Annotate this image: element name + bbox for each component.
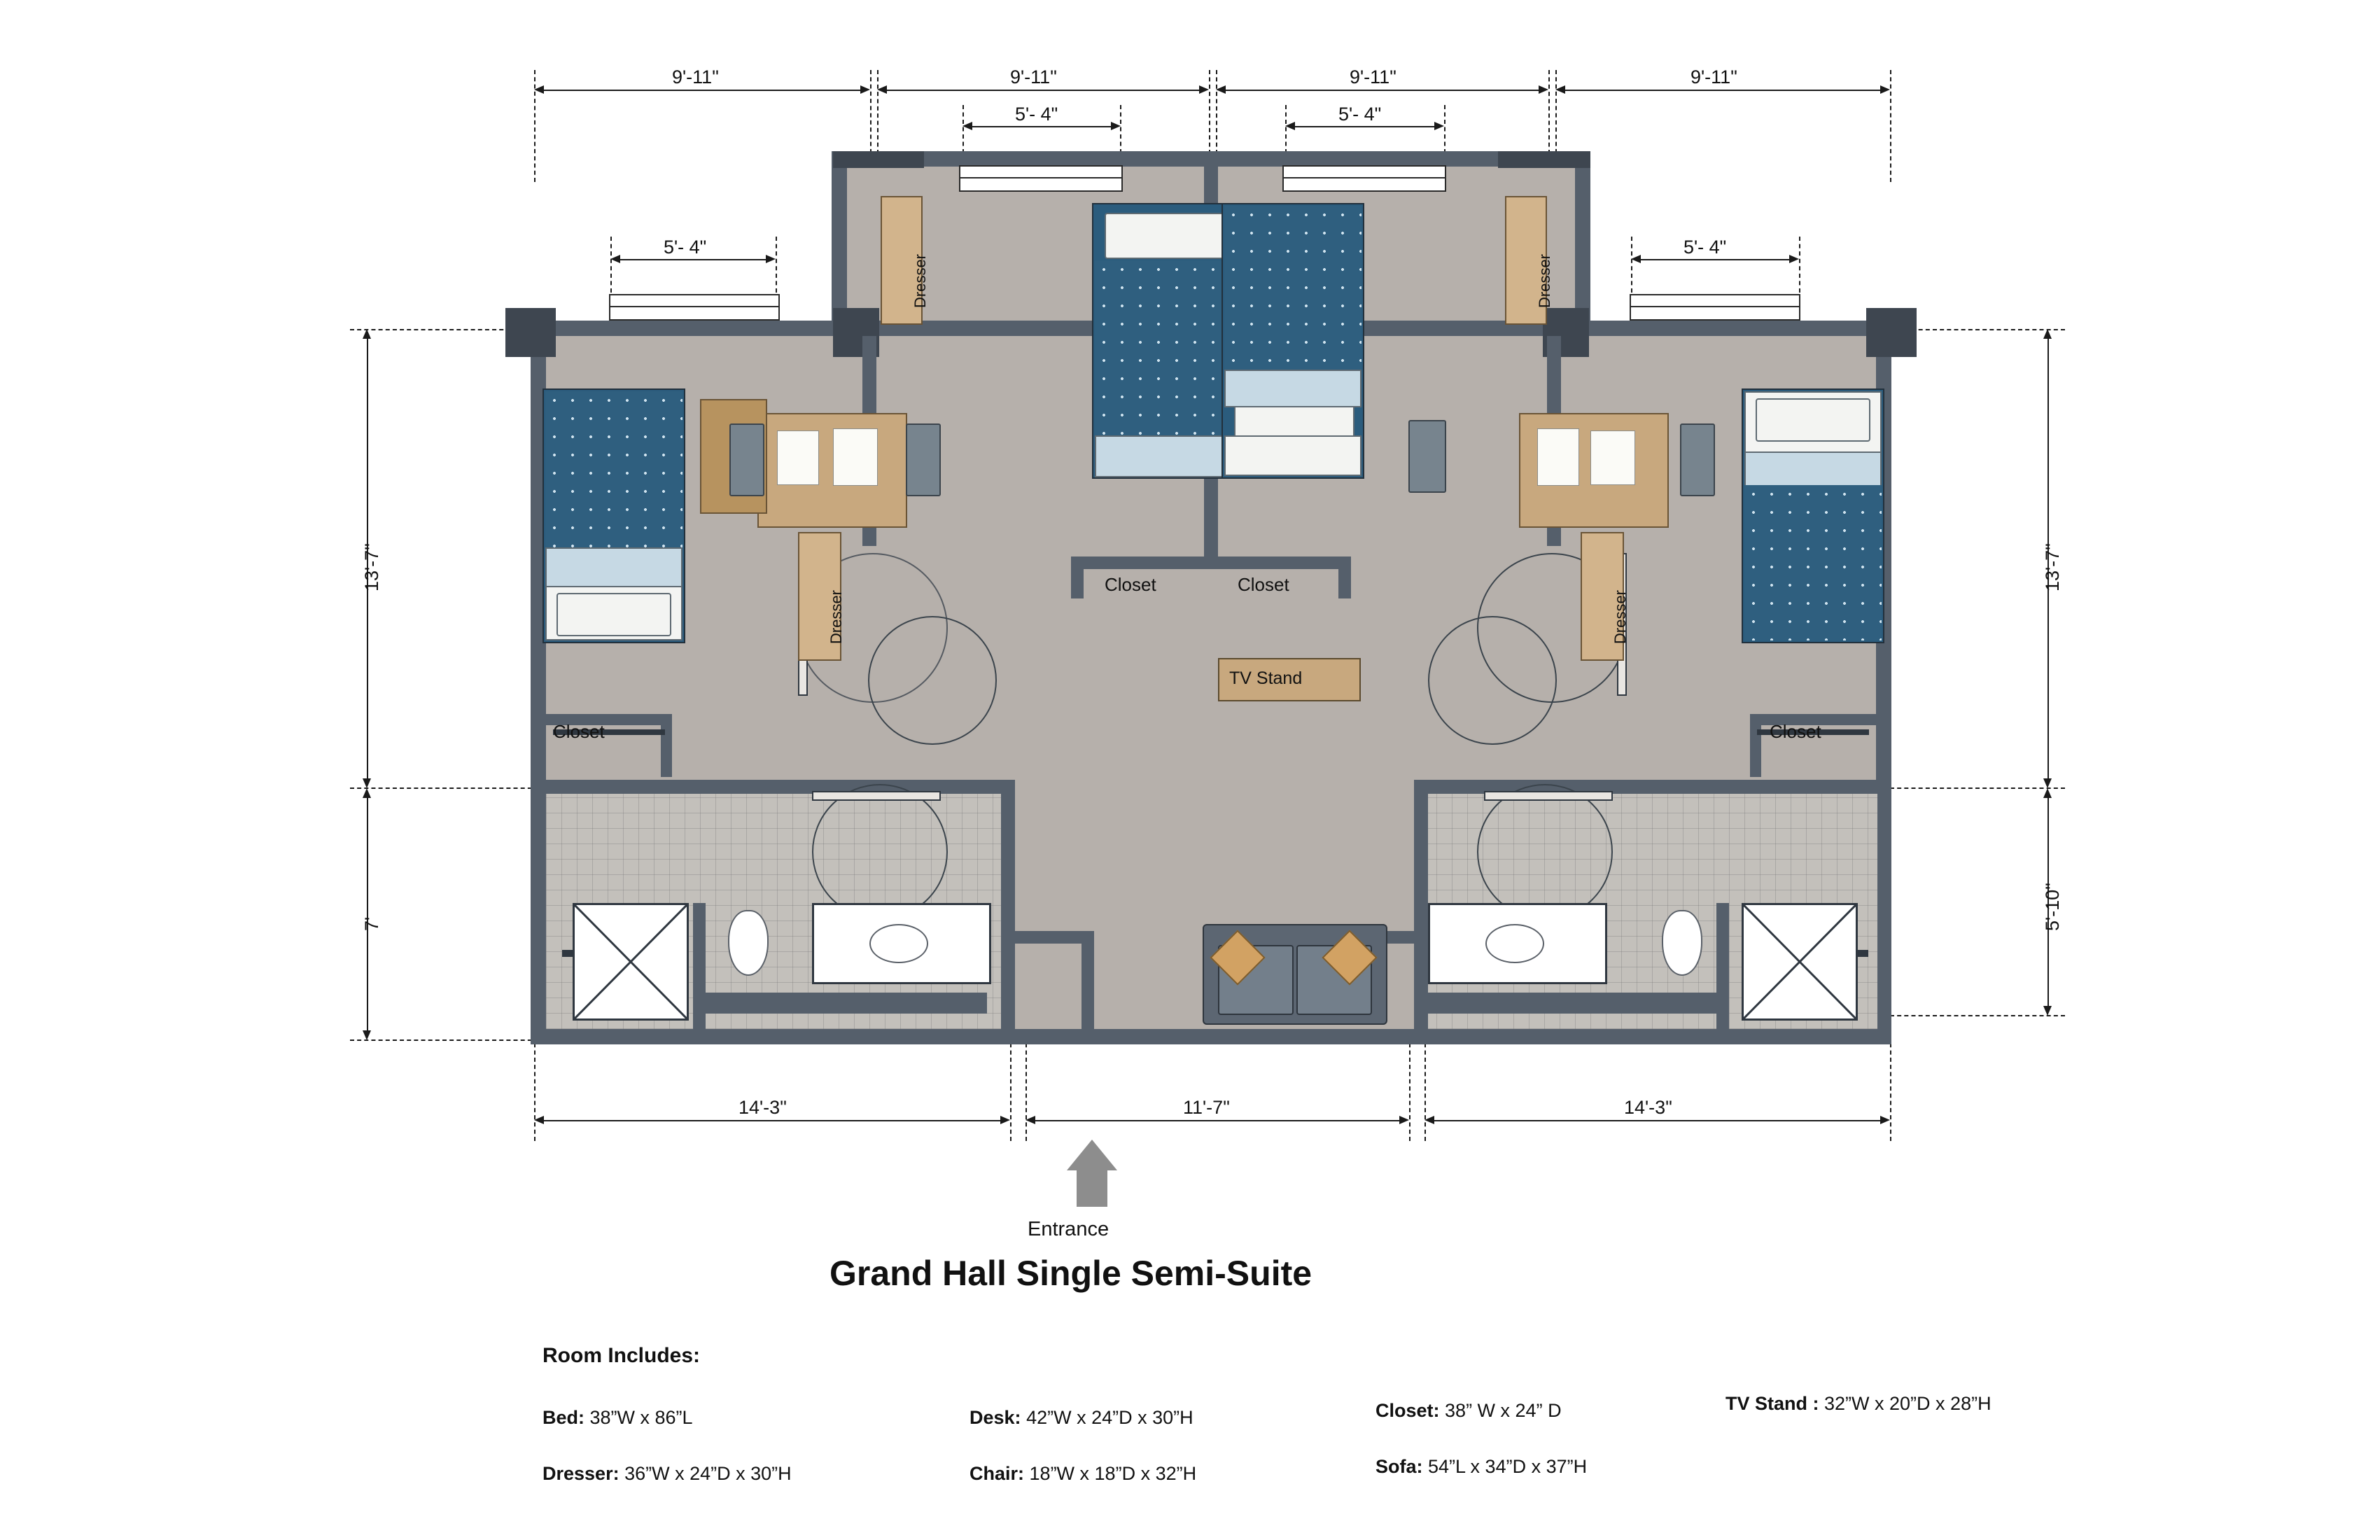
- wall-closet-left-side: [661, 714, 672, 777]
- dim-arrow: [1026, 1116, 1035, 1124]
- dim-arrow: [363, 788, 371, 798]
- dim-line-bottom-1: [542, 1120, 1002, 1121]
- page-title: Grand Hall Single Semi-Suite: [830, 1254, 1312, 1293]
- door-arc-center-left: [868, 616, 997, 745]
- dim-ext-line: [534, 1036, 536, 1141]
- entrance-label: Entrance: [1028, 1218, 1110, 1240]
- wall-closet-cl-side: [1071, 556, 1084, 598]
- dim-ext-line: [1890, 1015, 2065, 1016]
- dim-arrow: [2043, 778, 2052, 788]
- shower-left: [573, 903, 689, 1021]
- dim-ext-line: [1409, 1036, 1410, 1141]
- chair-left-2: [906, 424, 941, 496]
- window-center-left: [959, 165, 1123, 192]
- dim-ext-line: [1799, 237, 1800, 293]
- dim-ext-line: [1548, 70, 1550, 154]
- dim-line-top-1: [542, 90, 862, 91]
- dim-arrow: [1539, 85, 1548, 94]
- wall-center-right: [1575, 151, 1590, 329]
- wall-bath-left-side: [1001, 780, 1015, 1030]
- spec-chair-name: Chair:: [969, 1463, 1025, 1484]
- dresser-label-left: Dresser: [827, 589, 845, 644]
- closet-label-right: Closet: [1770, 721, 1821, 742]
- dim-arrow: [1199, 85, 1209, 94]
- dim-bottom-2: 11'-7": [1183, 1097, 1230, 1118]
- wall-closet-center-left: [1071, 556, 1211, 569]
- wall-closet-right-side: [1750, 714, 1761, 777]
- dim-arrow: [363, 329, 371, 339]
- dim-ext-line: [1890, 788, 2065, 789]
- dim-arrow: [1631, 255, 1641, 263]
- dim-arrow: [1555, 85, 1565, 94]
- spec-desk: [969, 1407, 1194, 1429]
- spec-sofa-value: 54”L x 34”D x 37”H: [1428, 1456, 1588, 1477]
- sink-left: [869, 924, 928, 963]
- wall-entry-left-jamb: [1082, 931, 1094, 1030]
- dim-ext-line: [610, 237, 612, 293]
- dim-window-center-left: 5'- 4": [1015, 104, 1058, 125]
- dim-arrow: [962, 122, 972, 130]
- dim-window-center-right: 5'- 4": [1338, 104, 1382, 125]
- wall-bottom: [531, 1029, 1891, 1044]
- spec-chair: [969, 1463, 1196, 1485]
- dim-arrow: [534, 1116, 544, 1124]
- dim-ext-line: [1209, 70, 1210, 154]
- entrance-arrow-shaft: [1077, 1170, 1107, 1207]
- window-center-right: [1282, 165, 1446, 192]
- wall-closet-center-right: [1211, 556, 1351, 569]
- dim-arrow: [877, 85, 887, 94]
- dim-arrow: [1434, 122, 1444, 130]
- spec-dresser-value: 36”W x 24”D x 30”H: [624, 1463, 792, 1484]
- dim-arrow: [534, 85, 544, 94]
- spec-desk-value: 42”W x 24”D x 30”H: [1026, 1407, 1194, 1428]
- dim-ext-line: [1890, 1036, 1891, 1141]
- door-leaf-bath-left[interactable]: [812, 791, 941, 801]
- chair-left: [729, 424, 764, 496]
- spec-sofa: [1376, 1456, 1587, 1478]
- pilaster-right-outer: [1866, 308, 1917, 357]
- dim-arrow: [1285, 122, 1295, 130]
- wall-entry-left: [1015, 931, 1092, 944]
- spec-bed-name: Bed:: [542, 1407, 584, 1428]
- dim-arrow: [1880, 1116, 1890, 1124]
- spec-chair-value: 18”W x 18”D x 32”H: [1029, 1463, 1197, 1484]
- dresser-label-right: Dresser: [1611, 589, 1629, 644]
- toilet-left: [728, 910, 769, 976]
- wall-top-center: [832, 151, 1590, 167]
- closet-label-center-right: Closet: [1238, 574, 1289, 595]
- dim-top-2: 9'-11": [1010, 66, 1057, 88]
- chair-right: [1408, 420, 1446, 493]
- spec-bed: [542, 1407, 693, 1429]
- dim-arrow: [1216, 85, 1226, 94]
- dim-arrow: [1399, 1116, 1409, 1124]
- spec-closet: [1376, 1400, 1562, 1422]
- entrance-arrow-head: [1067, 1140, 1117, 1170]
- wall-closet-cr-side: [1338, 556, 1351, 598]
- dresser-label-center-left: Dresser: [911, 253, 929, 308]
- dim-ext-line: [776, 237, 777, 293]
- dim-line-win-right: [1638, 259, 1791, 260]
- dim-line-left-2: [367, 797, 368, 1032]
- dim-window-right: 5'- 4": [1684, 237, 1727, 258]
- spec-dresser: [542, 1463, 792, 1485]
- dim-ext-line: [1026, 1036, 1027, 1141]
- dim-arrow: [1789, 255, 1799, 263]
- door-leaf-bath-right[interactable]: [1484, 791, 1613, 801]
- dim-arrow: [860, 85, 870, 94]
- spec-closet-name: Closet:: [1376, 1400, 1440, 1421]
- dim-ext-line: [1010, 1036, 1011, 1141]
- dim-arrow: [2043, 329, 2052, 339]
- door-arc-center-right: [1428, 616, 1557, 745]
- dim-line-win-c2: [1292, 126, 1436, 127]
- dim-arrow: [1424, 1116, 1434, 1124]
- wall-center-left: [832, 151, 847, 329]
- dim-line-top-2: [886, 90, 1200, 91]
- pilaster-left-outer: [505, 308, 556, 357]
- dim-top-3: 9'-11": [1350, 66, 1396, 88]
- dim-ext-line: [1890, 70, 1891, 182]
- dim-right-2: 5'-10": [2042, 883, 2063, 931]
- spec-desk-name: Desk:: [969, 1407, 1021, 1428]
- dim-ext-line: [350, 1040, 539, 1041]
- dim-left-2: 7': [361, 916, 382, 931]
- dim-bottom-3: 14'-3": [1624, 1097, 1672, 1118]
- dim-ext-line: [1216, 70, 1217, 154]
- closet-label-center-left: Closet: [1105, 574, 1156, 595]
- bed-center-right: [1222, 203, 1364, 479]
- wall-bath-right-side: [1414, 780, 1428, 1030]
- dim-arrow: [2043, 1006, 2052, 1016]
- dim-right-1: 13'-7": [2042, 543, 2063, 592]
- desk-paper: [833, 428, 878, 486]
- dim-top-1: 9'-11": [672, 66, 719, 88]
- dim-ext-line: [1424, 1036, 1426, 1141]
- wall-cap-left: [833, 151, 924, 168]
- dim-window-left: 5'- 4": [664, 237, 707, 258]
- closet-label-left: Closet: [553, 721, 605, 742]
- dim-ext-line: [350, 788, 539, 789]
- spec-tv-stand-name: TV Stand :: [1726, 1393, 1819, 1414]
- dim-line-top-3: [1224, 90, 1539, 91]
- dim-bottom-1: 14'-3": [738, 1097, 787, 1118]
- dim-arrow: [2043, 788, 2052, 798]
- spec-bed-value: 38”W x 86”L: [589, 1407, 693, 1428]
- door-arc-bath-left: [812, 784, 948, 920]
- bed-right: [1742, 388, 1884, 643]
- window-left-bedroom: [609, 294, 780, 321]
- dresser-label-center-right: Dresser: [1536, 253, 1553, 308]
- dim-arrow: [1111, 122, 1121, 130]
- bed-center-left: [1092, 203, 1235, 479]
- includes-header: Room Includes:: [542, 1344, 701, 1367]
- dim-arrow: [610, 255, 620, 263]
- spec-sofa-name: Sofa:: [1376, 1456, 1423, 1477]
- bed-left: [542, 388, 685, 643]
- dim-arrow: [363, 1030, 371, 1040]
- dim-line-win-c1: [969, 126, 1114, 127]
- dim-arrow: [1000, 1116, 1010, 1124]
- dim-arrow: [1880, 85, 1890, 94]
- spec-closet-value: 38” W x 24” D: [1445, 1400, 1562, 1421]
- wall-bath-left-top: [539, 780, 1015, 794]
- spec-tv-stand: [1726, 1393, 1991, 1415]
- counter-base-right: [1428, 993, 1722, 1014]
- dim-ext-line: [877, 70, 878, 154]
- door-arc-bath-right: [1477, 784, 1613, 920]
- desk-paper: [777, 430, 819, 485]
- dim-arrow: [766, 255, 776, 263]
- tv-stand-label: TV Stand: [1229, 668, 1303, 688]
- dim-line-top-4: [1564, 90, 1882, 91]
- shower-right: [1742, 903, 1858, 1021]
- sink-right: [1485, 924, 1544, 963]
- dim-line-bottom-2: [1034, 1120, 1401, 1121]
- dim-line-bottom-3: [1433, 1120, 1882, 1121]
- toilet-right: [1662, 910, 1702, 976]
- spec-tv-stand-value: 32”W x 20”D x 28”H: [1824, 1393, 1991, 1414]
- spec-dresser-name: Dresser:: [542, 1463, 620, 1484]
- dim-top-4: 9'-11": [1690, 66, 1737, 88]
- wall-cap-right: [1498, 151, 1590, 168]
- window-right-bedroom: [1630, 294, 1800, 321]
- dim-left-1: 13'-7": [361, 543, 382, 592]
- dim-line-win-left: [617, 259, 769, 260]
- counter-base-left: [693, 993, 987, 1014]
- dim-ext-line: [1631, 237, 1632, 293]
- dim-arrow: [363, 778, 371, 788]
- chair-right-2: [1680, 424, 1715, 496]
